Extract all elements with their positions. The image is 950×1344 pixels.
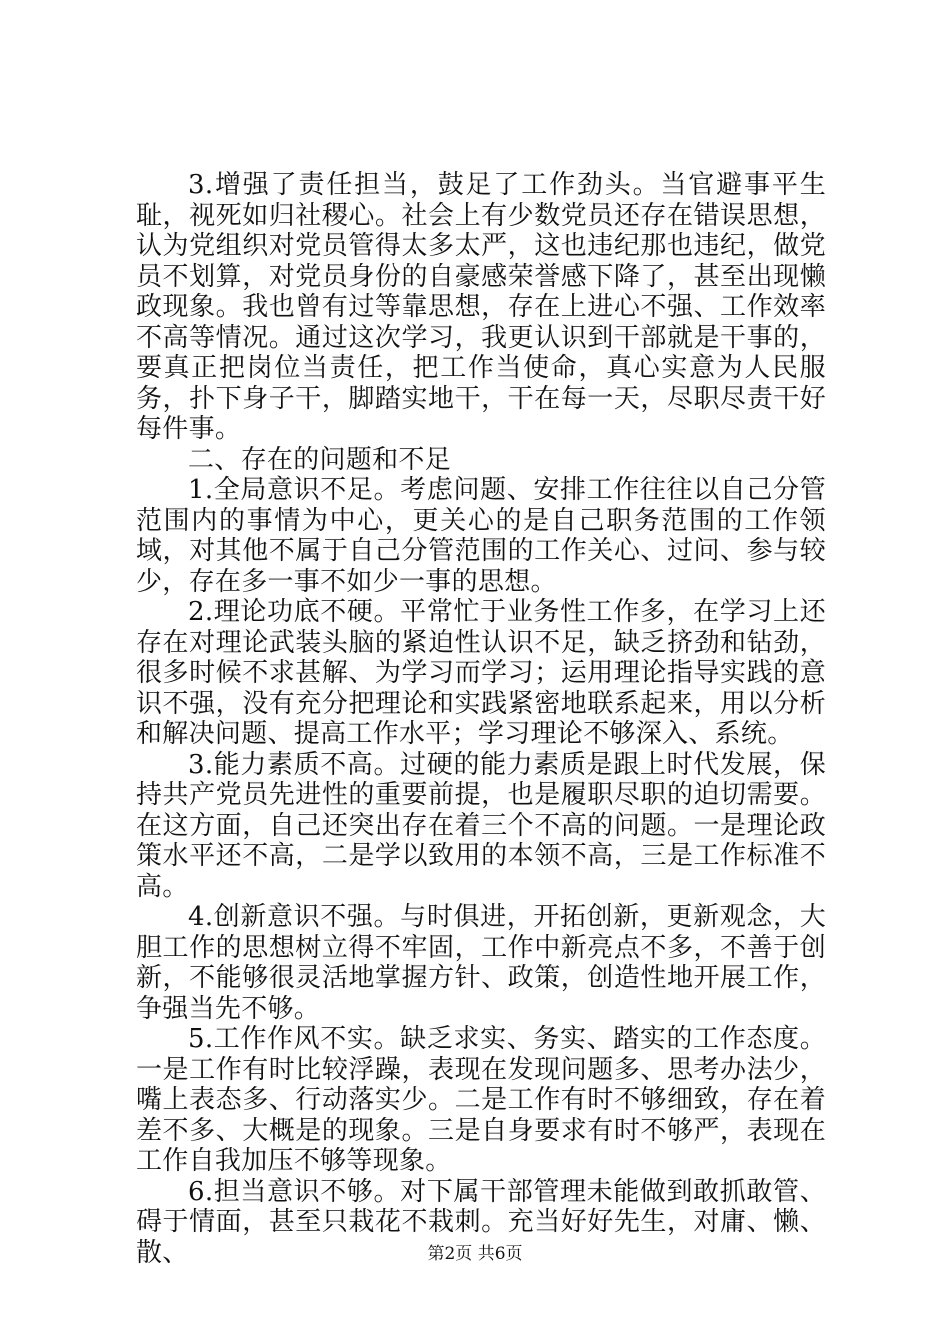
paragraph-accountability: 6.担当意识不够。对下属干部管理未能做到敢抓敢管、碍于情面，甚至只栽花不栽刺。充当好好先生，对庸、懒、散、 — [136, 1176, 826, 1268]
document-body — [136, 170, 826, 1268]
paragraph-overall-awareness: 1.全局意识不足。考虑问题、安排工作往往以自己分管范围内的事情为中心，更关心的是自己职务范围的工作领域，对其他不属于自己分管范围的工作关心、过问、参与较少，存在多一事不如少一事的思想。 — [136, 475, 826, 597]
paragraph-ability: 3.能力素质不高。过硬的能力素质是跟上时代发展，保持共产党员先进性的重要前提，也是履职尽职的迫切需要。在这方面，自己还突出存在着三个不高的问题。一是理论政策水平还不高，二是学以致用的本领不高，三是工作标准不高。 — [136, 749, 826, 902]
paragraph-theory: 2.理论功底不硬。平常忙于业务性工作多，在学习上还存在对理论武装头脑的紧迫性认识不足，缺乏挤劲和钻劲，很多时候不求甚解、为学习而学习；运用理论指导实践的意识不强，没有充分把理论和实践紧密地联系起来，用以分析和解决问题、提高工作水平；学习理论不够深入、系统。 — [136, 597, 826, 749]
page-footer: 第2页 共6页 — [427, 1244, 523, 1264]
paragraph-responsibility: 3.增强了责任担当，鼓足了工作劲头。当官避事平生耻，视死如归社稷心。社会上有少数党员还存在错误思想，认为党组织对党员管得太多太严，这也违纪那也违纪，做党员不划算，对党员身份的自豪感荣誉感下降了，甚至出现懒政现象。我也曾有过等靠思想，存在上进心不强、工作效率不高等情况。通过这次学习，我更认识到干部就是干事的，要真正把岗位当责任，把工作当使命，真心实意为人民服务，扑下身子干，脚踏实地干，干在每一天，尽职尽责干好每件事。 — [136, 170, 826, 444]
paragraph-innovation: 4.创新意识不强。与时俱进，开拓创新，更新观念，大胆工作的思想树立得不牢固，工作中新亮点不多，不善于创新，不能够很灵活地掌握方针、政策，创造性地开展工作，争强当先不够。 — [136, 902, 826, 1024]
paragraph-work-style: 5.工作作风不实。缺乏求实、务实、踏实的工作态度。一是工作有时比较浮躁，表现在发现问题多、思考办法少，嘴上表态多、行动落实少。二是工作有时不够细致，存在着差不多、大概是的现象。三是自身要求有时不够严，表现在工作自我加压不够等现象。 — [136, 1024, 826, 1176]
section-heading-problems: 二、存在的问题和不足 — [188, 444, 452, 475]
